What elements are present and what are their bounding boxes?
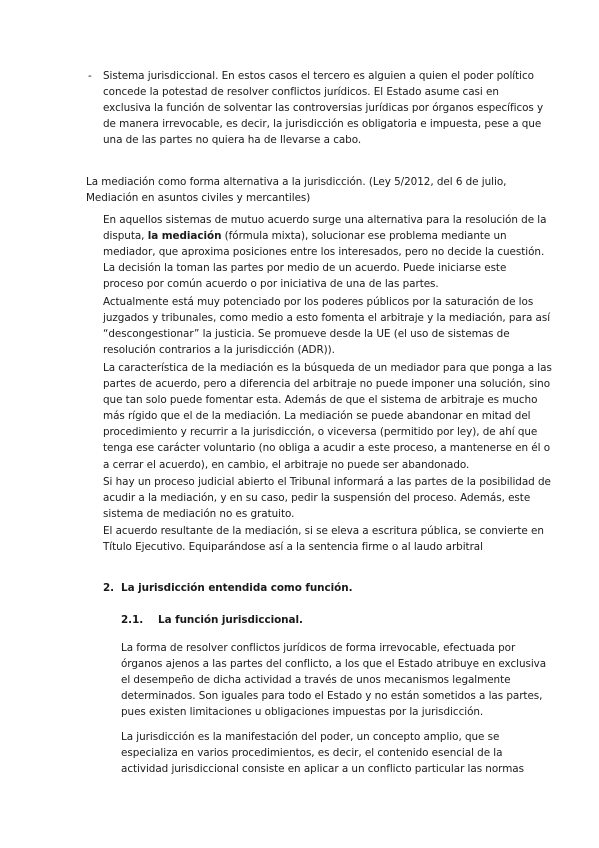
text-line: actividad jurisdiccional consiste en aplicar a un conflicto particular las normas	[121, 763, 524, 776]
section-2-heading	[103, 580, 114, 596]
section-2-1-number: 2.1.	[121, 614, 144, 626]
jurisdictional-system-paragraph	[103, 68, 543, 148]
text-line: proceso por común acuerdo o por iniciativa de una de las partes.	[103, 278, 439, 291]
text-line: especializa en varios procedimientos, es decir, el contenido esencial de la	[121, 747, 503, 760]
text-line: Mediación en asuntos civiles y mercantiles)	[86, 192, 311, 205]
bullet-dash: -	[88, 70, 92, 82]
text-line: La decisión la toman las partes por medio de un acuerdo. Puede iniciarse este	[103, 262, 507, 275]
text-line: concede la potestad de resolver conflictos jurídicos. El Estado asume casi en	[103, 86, 499, 99]
mediation-paragraph-3	[103, 360, 552, 473]
text-line: mediador, que aproxima posiciones entre los interesados, pero no decide la cuestión.	[103, 246, 545, 259]
text-line: de manera irrevocable, es decir, la jurisdicción es obligatoria e impuesta, pese a que	[103, 118, 542, 131]
section-2-title: La jurisdicción entendida como función.	[121, 582, 353, 594]
text-fragment: (fórmula mixta), solucionar ese problema mediante un	[221, 230, 507, 243]
text-line: acudir a la mediación, y en su caso, pedir la suspensión del proceso. Además, este	[103, 492, 531, 505]
text-fragment: disputa,	[103, 230, 148, 243]
mediation-paragraph-4	[103, 474, 551, 522]
text-line: La jurisdicción es la manifestación del poder, un concepto amplio, que se	[121, 731, 500, 743]
section-number: 2.	[103, 582, 115, 594]
text-line: En aquellos sistemas de mutuo acuerdo surge una alternativa para la resolución de la	[103, 214, 547, 226]
text-line: más rígido que el de la mediación. La mediación se puede abandonar en mitad del	[103, 410, 531, 423]
text-line: el desempeño de dicha actividad a través de unos mecanismos legalmente	[121, 674, 511, 687]
text-line: La mediación como forma alternativa a la jurisdicción. (Ley 5/2012, del 6 de julio,	[86, 176, 507, 188]
mediation-bold-term: la mediación	[147, 230, 222, 243]
text-line: partes de acuerdo, pero a diferencia del arbitraje no puede imponer una solución, sino	[103, 378, 550, 391]
text-line: juzgados y tribunales, como medio a esto fomenta el arbitraje y la mediación, para así	[103, 312, 551, 325]
text-line: La característica de la mediación es la búsqueda de un mediador para que ponga a las	[103, 362, 552, 374]
function-paragraph-1	[121, 640, 546, 720]
mediation-paragraph-5	[103, 523, 544, 555]
mediation-heading	[86, 174, 506, 206]
text-line: El acuerdo resultante de la mediación, si se eleva a escritura pública, se convierte en	[103, 525, 544, 537]
text-line: “descongestionar” la justicia. Se promueve desde la UE (el uso de sistemas de	[103, 328, 510, 341]
text-line: Actualmente está muy potenciado por los poderes públicos por la saturación de los	[103, 296, 534, 308]
text-line: tenga ese carácter voluntario (no obliga a acudir a este proceso, a mantenerse en él o	[103, 442, 551, 455]
text-line: determinados. Son iguales para todo el Estado y no están sometidos a las partes,	[121, 690, 543, 703]
text-line: una de las partes no quiera ha de llevarse a cabo.	[103, 134, 362, 147]
text-line: procedimiento y recurrir a la jurisdicción, o viceversa (permitido por ley), de ahí que	[103, 426, 538, 439]
function-paragraph-2	[121, 729, 524, 777]
text-line	[103, 228, 546, 244]
text-line: La forma de resolver conflictos jurídicos de forma irrevocable, efectuada por	[121, 642, 516, 654]
mediation-paragraph-1	[103, 212, 546, 292]
section-2-1-title: La función jurisdiccional.	[158, 614, 303, 626]
text-line: Título Ejecutivo. Equiparándose así a la sentencia firme o al laudo arbitral	[103, 541, 483, 554]
text-line: pues existen limitaciones u obligaciones impuestas por la jurisdicción.	[121, 706, 484, 719]
text-line: que tan solo puede fomentar esta. Además de que el sistema de arbitraje es mucho	[103, 394, 538, 407]
text-line: sistema de mediación no es gratuito.	[103, 508, 295, 521]
text-line: a cerrar el acuerdo), en cambio, el arbitraje no puede ser abandonado.	[103, 458, 470, 471]
mediation-paragraph-2	[103, 294, 550, 358]
text-line: órganos ajenos a las partes del conflicto, a los que el Estado atribuye en exclusiva	[121, 658, 547, 671]
text-line: resolución contrarios a la jurisdicción (ADR)).	[103, 344, 335, 357]
text-line: Sistema jurisdiccional. En estos casos el tercero es alguien a quien el poder político	[103, 70, 534, 82]
text-line: Si hay un proceso judicial abierto el Tribunal informará a las partes de la posibilidad de	[103, 476, 551, 488]
text-line: exclusiva la función de solventar las controversias jurídicas por órganos específicos y	[103, 102, 544, 115]
